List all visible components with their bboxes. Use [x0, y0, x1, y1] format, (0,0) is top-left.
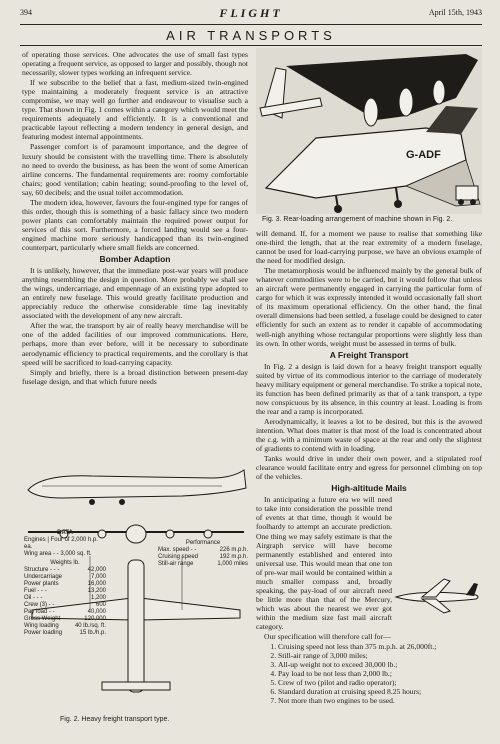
- list-item: 6. Standard duration at cruising speed 8.25 hours;: [278, 687, 482, 696]
- weight-label: Pay load - -: [24, 609, 55, 615]
- weight-value: 1,200: [90, 595, 106, 601]
- weight-value: 600: [95, 602, 106, 608]
- fig3-illustration: [256, 48, 482, 214]
- performance-title: Performance: [185, 540, 221, 546]
- fig3-truck-wheel: [470, 199, 476, 205]
- issue-date: April 15th, 1943: [428, 8, 482, 17]
- weight-value: 13,200: [87, 588, 106, 594]
- paragraph: Tanks would drive in under their own power, and a stipulated roof clearance would facilitate entry and egress for personnel climbing on top of the vehicles.: [256, 454, 482, 482]
- weight-label: Power plants: [24, 581, 59, 587]
- list-item: 7. Not more than two engines to be used.: [278, 696, 482, 705]
- fig2-front-fuselage: [126, 525, 146, 543]
- paragraph: Our specification will therefore call for—: [264, 632, 391, 642]
- section-title: AIR TRANSPORTS: [166, 28, 336, 43]
- list-item: 3. All-up weight not to exceed 30,000 lb.;: [278, 660, 482, 669]
- paragraph: Aerodynamically, it leaves a lot to be desired, but this is the avowed intention. What does matter is that most of the load is concentrated about the c.g. with a minimum waste of space at the rear and only the slightest of gradients to contend with in loading.: [256, 416, 482, 454]
- weight-value: 40 lb./sq. ft.: [74, 623, 106, 629]
- specification-list: [256, 642, 482, 705]
- perf-label: Cruising speed: [158, 554, 199, 560]
- paragraph: In anticipating a future era we will need to take into consideration the possible trend of events at that time, though it would be foolhardy to attempt an accurate prediction. One thing we may safely estimate is that the Airgraph service will have become permanently established and entered into universal use. This would mean that one ton of pre-war mail would be contained within a much smaller compass and, broadly speaking, the pay-load of our aircraft need be little more than that of the Mercury, which was about the nearest we ever got within the medium size fast mail aircraft category.: [256, 495, 392, 631]
- weight-label: Power loading: [24, 630, 63, 636]
- weight-value: 120,000: [84, 616, 106, 622]
- perf-label: Still-air range: [158, 561, 194, 567]
- weight-label: Undercarriage: [24, 574, 63, 580]
- fig2-side-view: [28, 470, 246, 498]
- weight-value: 42,000: [87, 567, 106, 573]
- perf-row: [158, 561, 248, 568]
- mail-aircraft-fin: [466, 583, 478, 596]
- page-number: 394: [20, 8, 32, 17]
- perf-row: [158, 547, 248, 554]
- perf-value: 192 m.p.h.: [219, 554, 248, 560]
- weight-label: Wing loading: [24, 623, 59, 629]
- fig2-data-table: [24, 530, 106, 637]
- weight-label: Crew (3) - -: [24, 602, 55, 608]
- weight-row: [24, 581, 106, 588]
- paragraph: will demand. If, for a moment we pause to realise that something like one-third the length, that at the rear extremity of a modern fuselage, cannot be used for load-carrying purpose, we have an obvious example of the need for modified design.: [256, 229, 482, 266]
- subheading: High-altitude Mails: [331, 483, 407, 494]
- fig2-caption: Fig. 2. Heavy freight transport type.: [60, 716, 170, 723]
- list-item: 1. Cruising speed not less than 375 m.p.h. at 26,000ft.;: [278, 642, 482, 651]
- paragraph: In Fig. 2 a design is laid down for a heavy freight transport equally suited by virtue of its commodious interior to the carriage of moderately heavy military equipment or general merchandise. To strike a topical note, its function has been defined primarily as that of a tank transport, a type now conspicuous by its absence, in this country at least. Loading is from the rear and a ramp is incorporated.: [256, 361, 482, 416]
- fig2-wheel: [119, 499, 125, 505]
- article-column-right: [256, 229, 482, 705]
- fig3-engine: [399, 88, 413, 116]
- weight-row: [24, 588, 106, 595]
- fig2-front-engine: [166, 530, 174, 538]
- paragraph: of operating those services. One advocates the use of small fast types operating a frequent service, as opposed to larger and possibly, though not necessarily, slower types working an infrequent service.: [22, 50, 248, 78]
- weight-label: Fuel - - -: [24, 588, 47, 594]
- fig2-performance-table: [158, 540, 248, 568]
- weight-row: [24, 602, 106, 609]
- perf-value: 1,000 miles: [217, 561, 248, 567]
- fig2-wheel: [89, 499, 95, 505]
- weight-row: [24, 609, 106, 616]
- weight-row: [24, 567, 106, 574]
- subheading: A Freight Transport: [329, 349, 409, 360]
- magazine-title: FLIGHT: [219, 6, 283, 20]
- weight-row: [24, 623, 106, 630]
- mail-aircraft-sketch: [392, 575, 482, 617]
- list-item: 4. Pay load to be not less than 2,000 lb.;: [278, 669, 482, 678]
- weight-value: 16,000: [87, 581, 106, 587]
- weight-row: [24, 630, 106, 637]
- paragraph: The modern idea, however, favours the four-engined type for ranges of this order, though this is something of a basic fallacy since two modern power plants can comfortably maintain the required power output for services of this sort. Furthermore, a forced landing would see a four-engined machine more seriously handicapped than its twin-engined counterpart, particularly where small fields are concerned.: [22, 197, 248, 252]
- fig3-engine: [364, 98, 378, 126]
- weight-value: 40,000: [87, 609, 106, 615]
- fig2-plan-fuselage: [128, 560, 144, 692]
- subheading: Bomber Adaption: [99, 254, 171, 265]
- header-rule: [20, 24, 482, 25]
- list-item: 2. Still-air range of 3,000 miles;: [278, 651, 482, 660]
- fig2-front-engine: [204, 530, 212, 538]
- weight-row: [24, 595, 106, 602]
- perf-row: [158, 554, 248, 561]
- perf-label: Max. speed - -: [158, 547, 197, 553]
- weights-title: Weights lb.: [50, 560, 80, 566]
- weight-row: [24, 574, 106, 581]
- fig3-engine: [433, 80, 445, 104]
- paragraph: Passenger comfort is of paramount importance, and the degree of luxury should be consistent with the travelling time. There is absolutely no need to overdo the business, as has been the wont of some American airline concerns. The fundamental requirements are: roomy comfortable chairs; good ventilation; cabin heating; sound-proofing to the level of, say, 60 decibels; and the usual toilet accommodation.: [22, 142, 248, 197]
- fig3-wheel: [334, 205, 342, 213]
- perf-value: 226 m.p.h.: [219, 547, 248, 553]
- weight-row: [24, 616, 106, 623]
- weight-value: 15 lb./h.p.: [79, 630, 106, 636]
- paragraph: After the war, the transport by air of really heavy merchandise will be one of the added facilities of our improved communications. Here, perhaps, more than ever before, will it be necessary to subordinate aerodynamic efficiency to practical requirements, and the corollary is that speed will be sacrificed to load-carrying capacity.: [22, 321, 248, 367]
- fig3-truck-wheel: [458, 199, 464, 205]
- section-rule: [20, 45, 482, 46]
- paragraph: The metamorphosis would be influenced mainly by the general bulk of whatever commodities were to be carried, but it would follow that unless an aircraft were permanently engaged in carrying the particular form of cargo for which it was expressly intended it would occasionally fall short of its maximum operational efficiency. On the other hand, the final overall dimensions had been settled, a fuselage could be designed to cater efficiently for such an extent as to render it capable of accommodating well-nigh anything whose rectangular proportions were slightly less than its own. In other words, weight must be assessed in terms of bulk.: [256, 266, 482, 348]
- list-item: 5. Crew of two (pilot and radio operator);: [278, 678, 482, 687]
- weight-label: Structure - - -: [24, 567, 60, 573]
- data-wing-area: Wing area - - 3,000 sq. ft.: [24, 551, 92, 557]
- weight-label: Gross Weight: [24, 616, 61, 622]
- paragraph: It is unlikely, however, that the immediate post-war years will produce anything resembling the design in question. More probably we shall see the wings, undercarriage, and empennage of an existing type adopted to an entirely new fuselage. This would greatly facilitate production and appreciably reduce the otherwise considerable time lag inevitably associated with the development of any new aircraft.: [22, 266, 248, 321]
- data-engines: Engines | Four of 2,000 h.p. ea.: [24, 537, 98, 550]
- paragraph: Simply and briefly, there is a broad distinction between present-day fuselage design, and that which future needs: [22, 367, 248, 386]
- article-column-left: [22, 50, 248, 387]
- fig3-caption: Fig. 3. Rear-loading arrangement of machine shown in Fig. 2.: [262, 216, 453, 223]
- fig3-truck: [456, 186, 478, 200]
- weight-value: 7,000: [90, 574, 106, 580]
- fig3-registration: G-ADF: [406, 149, 441, 161]
- paragraph: If we subscribe to the belief that a fast, medium-sized twin-engined type maintaining a moderately frequent service is an attractive compromise, we may well go further and endeavour to visualise such a type. That shown in Fig. 1 comes within a category which would meet the requirements adequately and efficiently. It is a conventional and practicable layout reflecting a modern tendency in general design, and featuring modest internal appointments.: [22, 78, 248, 142]
- weight-label: Oil - - -: [24, 595, 43, 601]
- fig2-plan-tailplane: [102, 682, 170, 690]
- fig3-wheel: [394, 200, 402, 208]
- data-title: DATA: [57, 530, 73, 536]
- page-header: [20, 6, 482, 22]
